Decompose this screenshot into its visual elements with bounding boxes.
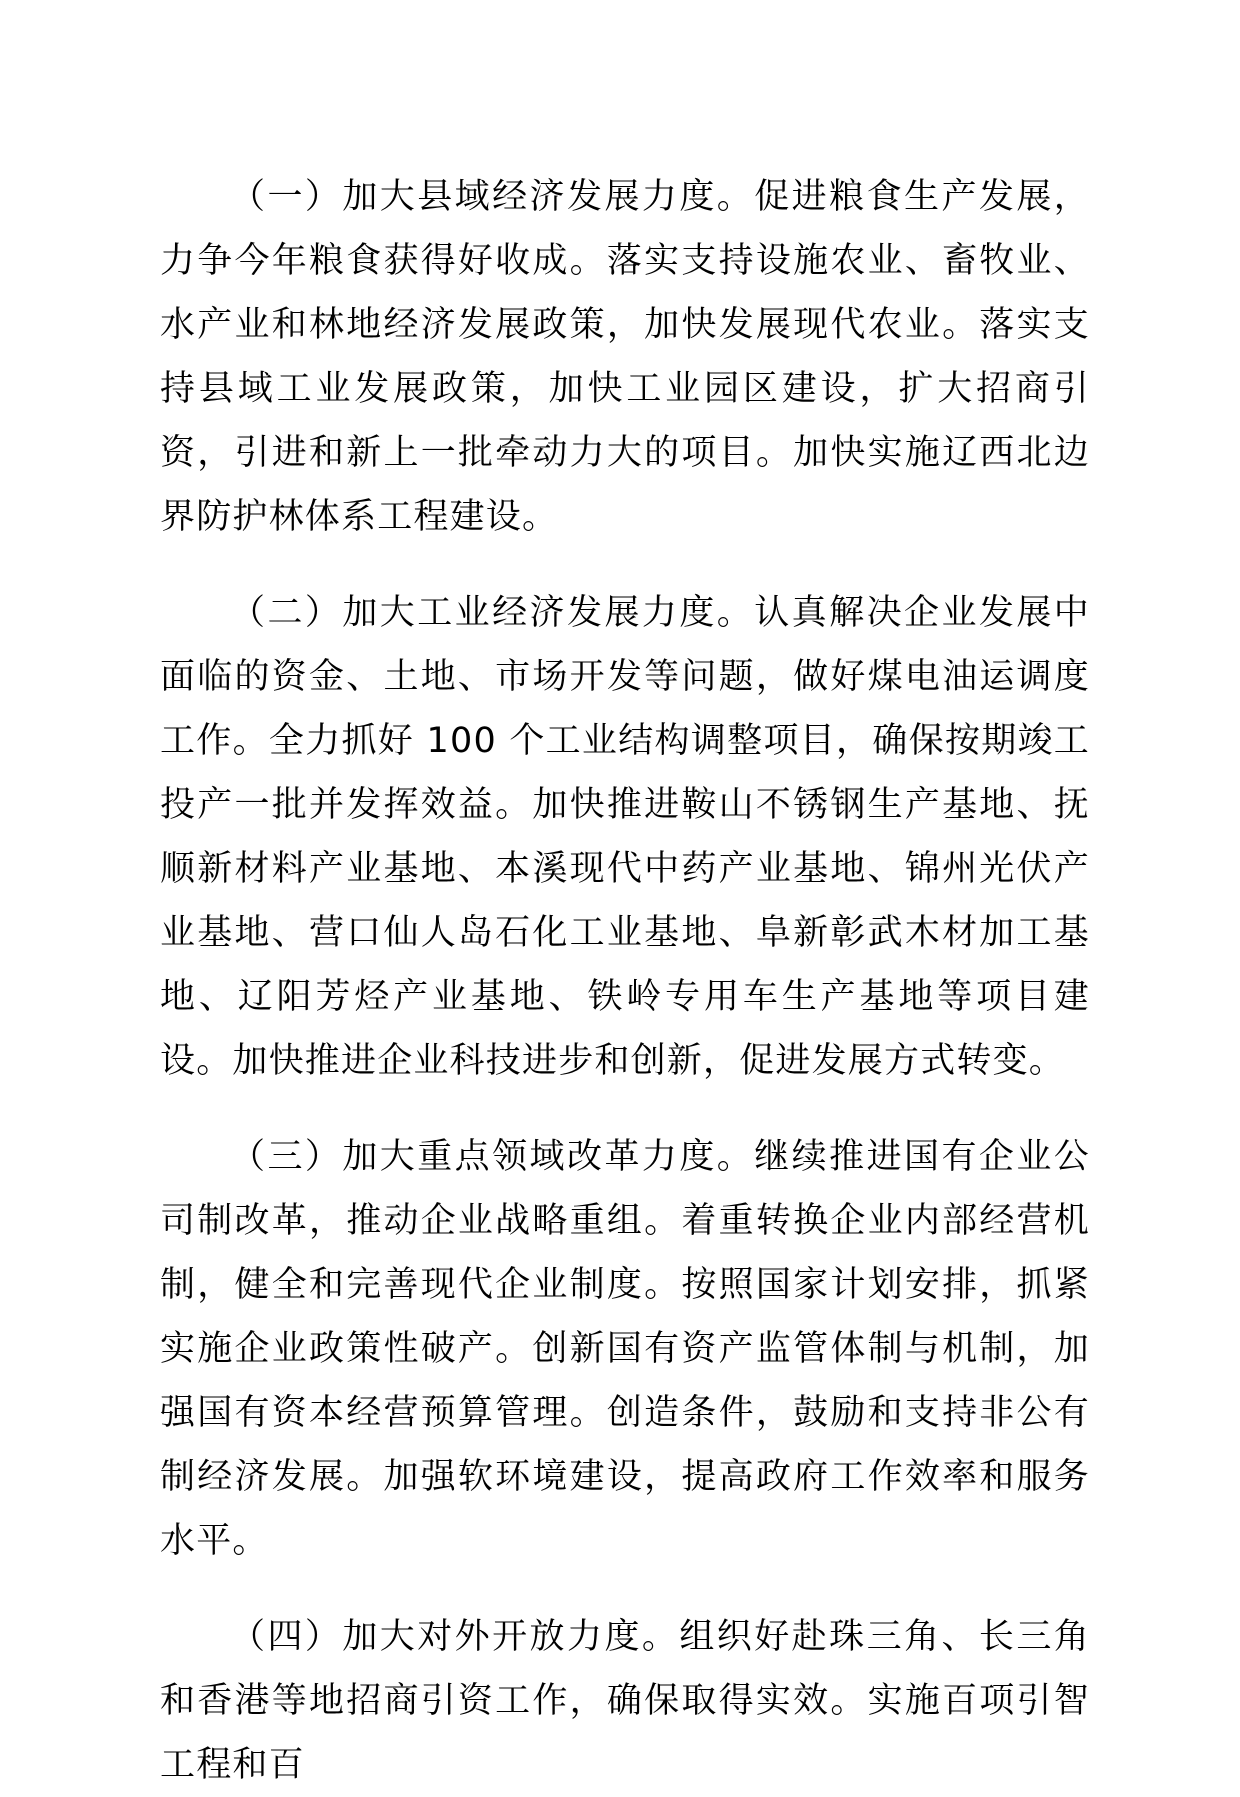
paragraph-county-economy: （一）加大县域经济发展力度。促进粮食生产发展，力争今年粮食获得好收成。落实支持设施农业、畜牧业、水产业和林地经济发展政策，加快发展现代农业。落实支持县域工业发展政策，加快工业园区建设，扩大招商引资，引进和新上一批牵动力大的项目。加快实施辽西北边界防护林体系工程建设。 [160,177,1090,537]
paragraph-industrial-economy: （二）加大工业经济发展力度。认真解决企业发展中面临的资金、土地、市场开发等问题，做好煤电油运调度工作。全力抓好 100 个工业结构调整项目，确保按期竣工投产一批并发挥效益。加快推进鞍山不锈钢生产基地、抚顺新材料产业基地、本溪现代中药产业基地、锦州光伏产业基地、营口仙人岛石化工业基地、阜新彰武木材加工基地、辽阳芳烃产业基地、铁岭专用车生产基地等项目建设。加快推进企业科技进步和创新，促进发展方式转变。 [160,593,1090,1081]
document-body [160,165,1090,1797]
paragraph-key-reforms: （三）加大重点领域改革力度。继续推进国有企业公司制改革，推动企业战略重组。着重转换企业内部经营机制，健全和完善现代企业制度。按照国家计划安排，抓紧实施企业政策性破产。创新国有资产监管体制与机制，加强国有资本经营预算管理。创造条件，鼓励和支持非公有制经济发展。加强软环境建设，提高政府工作效率和服务水平。 [160,1137,1090,1561]
paragraph-opening-up: （四）加大对外开放力度。组织好赴珠三角、长三角和香港等地招商引资工作，确保取得实效。实施百项引智工程和百 [160,1617,1090,1785]
